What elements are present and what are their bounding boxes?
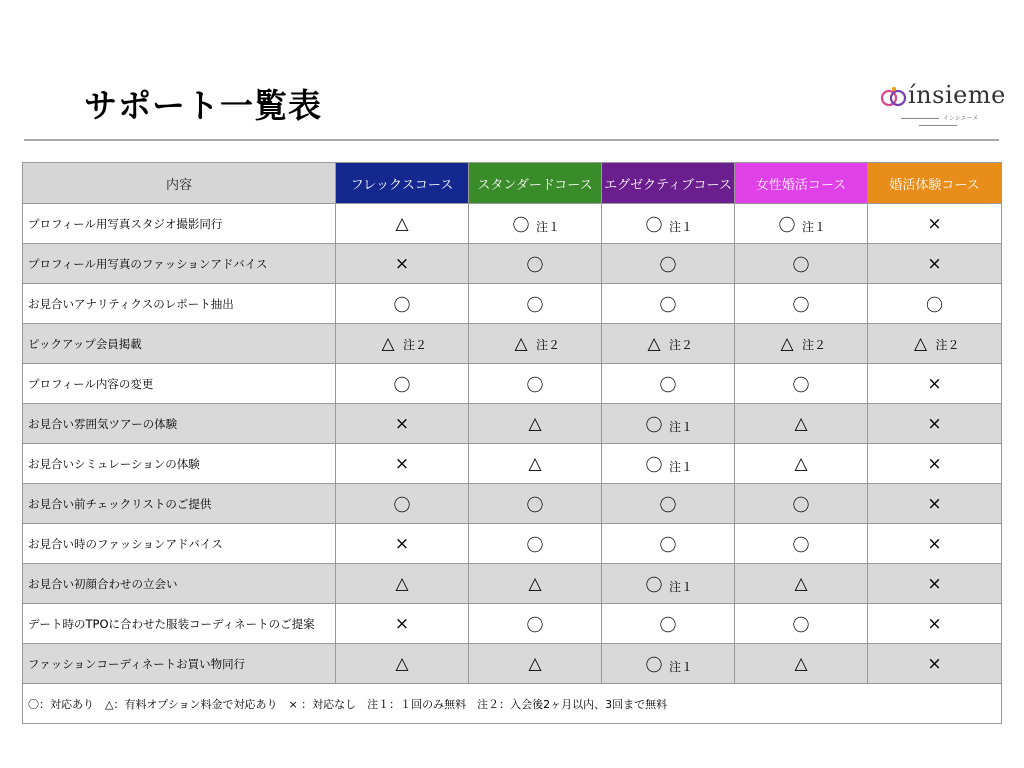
support-cell	[336, 404, 469, 444]
support-mark: ×	[927, 213, 942, 234]
support-cell	[336, 324, 469, 364]
column-header-course: 婚活体験コース	[868, 163, 1002, 204]
support-mark: 〇	[393, 496, 411, 516]
support-cell	[602, 204, 735, 244]
support-mark: △	[395, 653, 409, 674]
support-mark: ×	[394, 613, 410, 634]
note-label: 注２	[668, 337, 693, 352]
support-mark: △	[514, 333, 528, 354]
support-cell	[602, 644, 735, 684]
support-mark: 〇	[526, 496, 544, 516]
support-mark: 〇	[659, 296, 677, 316]
support-cell	[602, 484, 735, 524]
support-cell	[469, 604, 602, 644]
note-label: 注２	[402, 337, 427, 352]
support-mark: 〇	[512, 216, 530, 236]
support-cell	[735, 204, 868, 244]
support-cell	[336, 644, 469, 684]
support-mark: 〇	[792, 256, 810, 276]
column-header-course: エグゼクティブコース	[602, 163, 735, 204]
support-cell	[868, 444, 1002, 484]
support-cell	[602, 364, 735, 404]
support-cell	[868, 564, 1002, 604]
note-label: 注１	[668, 660, 693, 674]
support-cell	[602, 564, 735, 604]
support-mark: 〇	[526, 296, 544, 316]
column-header-content: 内容	[23, 163, 336, 204]
row-label: お見合い前チェックリストのご提供	[23, 484, 336, 524]
support-mark: 〇	[645, 416, 663, 436]
support-mark: △	[780, 333, 794, 354]
row-label: お見合い時のファッションアドバイス	[23, 524, 336, 564]
note-label: 注１	[535, 220, 560, 234]
support-mark: 〇	[393, 376, 411, 396]
support-cell	[735, 644, 868, 684]
support-cell	[469, 524, 602, 564]
legend-row	[23, 684, 1002, 724]
support-cell	[602, 444, 735, 484]
support-mark: △	[794, 573, 808, 594]
note-label: 注１	[668, 580, 693, 594]
support-mark: 〇	[645, 656, 663, 676]
support-cell	[868, 604, 1002, 644]
table-row	[23, 244, 1002, 284]
support-cell	[735, 524, 868, 564]
support-mark: 〇	[778, 216, 796, 236]
row-label: ファッションコーディネートお買い物同行	[23, 644, 336, 684]
support-cell	[868, 404, 1002, 444]
support-cell	[469, 244, 602, 284]
table-row	[23, 284, 1002, 324]
support-cell	[469, 204, 602, 244]
logo-subtitle: インシエーメ	[880, 113, 995, 129]
support-cell	[602, 404, 735, 444]
support-mark: 〇	[526, 256, 544, 276]
row-label: プロフィール用写真のファッションアドバイス	[23, 244, 336, 284]
table-header-row	[23, 163, 1002, 204]
support-cell	[735, 324, 868, 364]
support-mark: 〇	[792, 496, 810, 516]
support-cell	[868, 284, 1002, 324]
support-mark: △	[528, 453, 542, 474]
support-mark: 〇	[792, 376, 810, 396]
support-mark: △	[913, 333, 928, 354]
support-mark: 〇	[393, 296, 411, 316]
support-mark: 〇	[659, 536, 677, 556]
page-title: サポート一覧表	[84, 86, 322, 125]
support-mark: 〇	[659, 496, 677, 516]
support-mark: 〇	[645, 456, 663, 476]
support-cell	[469, 404, 602, 444]
support-mark: △	[381, 333, 395, 354]
table-row	[23, 404, 1002, 444]
support-cell	[735, 564, 868, 604]
row-label: ピックアップ会員掲載	[23, 324, 336, 364]
support-mark: 〇	[926, 296, 943, 316]
support-cell	[602, 284, 735, 324]
title-divider	[24, 139, 999, 141]
note-label: 注１	[668, 460, 693, 474]
support-cell	[868, 324, 1002, 364]
support-cell	[735, 364, 868, 404]
support-cell	[336, 564, 469, 604]
row-label: プロフィール用写真スタジオ撮影同行	[23, 204, 336, 244]
support-cell	[336, 244, 469, 284]
row-label: お見合い雰囲気ツアーの体験	[23, 404, 336, 444]
support-cell	[735, 604, 868, 644]
support-cell	[336, 484, 469, 524]
support-cell	[602, 604, 735, 644]
row-label: プロフィール内容の変更	[23, 364, 336, 404]
support-mark: 〇	[792, 296, 810, 316]
brand-logo	[874, 78, 1006, 124]
support-mark: ×	[927, 573, 942, 594]
support-cell	[469, 324, 602, 364]
support-cell	[868, 524, 1002, 564]
support-cell	[336, 444, 469, 484]
support-mark: ×	[927, 613, 942, 634]
support-mark: △	[395, 213, 409, 234]
support-mark: 〇	[659, 376, 677, 396]
support-cell	[469, 444, 602, 484]
support-mark: △	[395, 573, 409, 594]
note-label: 注２	[935, 337, 960, 352]
note-label: 注１	[801, 220, 826, 234]
support-cell	[868, 244, 1002, 284]
support-cell	[469, 364, 602, 404]
row-label: デート時のTPOに合わせた服装コーディネートのご提案	[23, 604, 336, 644]
support-mark: △	[794, 653, 808, 674]
support-cell	[735, 284, 868, 324]
support-cell	[469, 564, 602, 604]
support-mark: 〇	[526, 616, 544, 636]
rings-icon	[880, 86, 908, 108]
support-cell	[336, 604, 469, 644]
support-cell	[735, 484, 868, 524]
column-header-course: スタンダードコース	[469, 163, 602, 204]
support-cell	[469, 644, 602, 684]
support-mark: ×	[394, 533, 410, 554]
support-cell	[868, 364, 1002, 404]
support-cell	[336, 524, 469, 564]
support-mark: 〇	[645, 576, 663, 596]
support-mark: △	[794, 413, 808, 434]
note-label: 注２	[535, 337, 560, 352]
row-label: お見合いシミュレーションの体験	[23, 444, 336, 484]
note-label: 注１	[668, 420, 693, 434]
support-mark: ×	[927, 413, 942, 434]
support-mark: 〇	[526, 536, 544, 556]
support-cell	[868, 484, 1002, 524]
row-label: お見合い初顔合わせの立会い	[23, 564, 336, 604]
support-mark: 〇	[659, 616, 677, 636]
support-cell	[336, 204, 469, 244]
support-mark: 〇	[526, 376, 544, 396]
table-row	[23, 364, 1002, 404]
support-cell	[735, 404, 868, 444]
support-cell	[735, 244, 868, 284]
support-mark: ×	[927, 533, 942, 554]
table-row	[23, 644, 1002, 684]
support-mark: 〇	[792, 616, 810, 636]
table-row	[23, 564, 1002, 604]
support-mark: ×	[394, 253, 410, 274]
support-mark: ×	[394, 453, 410, 474]
support-mark: △	[528, 653, 542, 674]
support-cell	[336, 364, 469, 404]
support-cell	[469, 484, 602, 524]
support-cell	[868, 644, 1002, 684]
support-mark: △	[528, 413, 542, 434]
support-mark: 〇	[659, 256, 677, 276]
table-body	[23, 204, 1002, 684]
note-label: 注２	[801, 337, 826, 352]
support-mark: 〇	[792, 536, 810, 556]
support-mark: △	[647, 333, 661, 354]
support-mark: ×	[927, 493, 942, 514]
column-header-course: 女性婚活コース	[735, 163, 868, 204]
support-mark: ×	[927, 453, 942, 474]
support-cell	[336, 284, 469, 324]
support-mark: ×	[927, 653, 942, 674]
table-row	[23, 444, 1002, 484]
support-mark: △	[528, 573, 542, 594]
logo-text: ínsieme	[908, 81, 1006, 109]
support-cell	[602, 524, 735, 564]
support-cell	[602, 324, 735, 364]
table-row	[23, 524, 1002, 564]
row-label: お見合いアナリティクスのレポート抽出	[23, 284, 336, 324]
table-row	[23, 204, 1002, 244]
table-row	[23, 484, 1002, 524]
support-cell	[469, 284, 602, 324]
support-table	[22, 162, 1002, 724]
table-row	[23, 604, 1002, 644]
support-mark: ×	[927, 373, 942, 394]
support-mark: ×	[927, 253, 942, 274]
support-cell	[602, 244, 735, 284]
support-mark: 〇	[645, 216, 663, 236]
table-row	[23, 324, 1002, 364]
support-mark: ×	[394, 413, 410, 434]
support-mark: △	[794, 453, 808, 474]
column-header-course: フレックスコース	[336, 163, 469, 204]
legend-text: 〇：対応あり △：有料オプション料金で対応あり × ：対応なし 注１：１回のみ無料 注２：入会後2ヶ月以内、3回まで無料	[23, 684, 1002, 724]
support-cell	[735, 444, 868, 484]
note-label: 注１	[668, 220, 693, 234]
support-cell	[868, 204, 1002, 244]
